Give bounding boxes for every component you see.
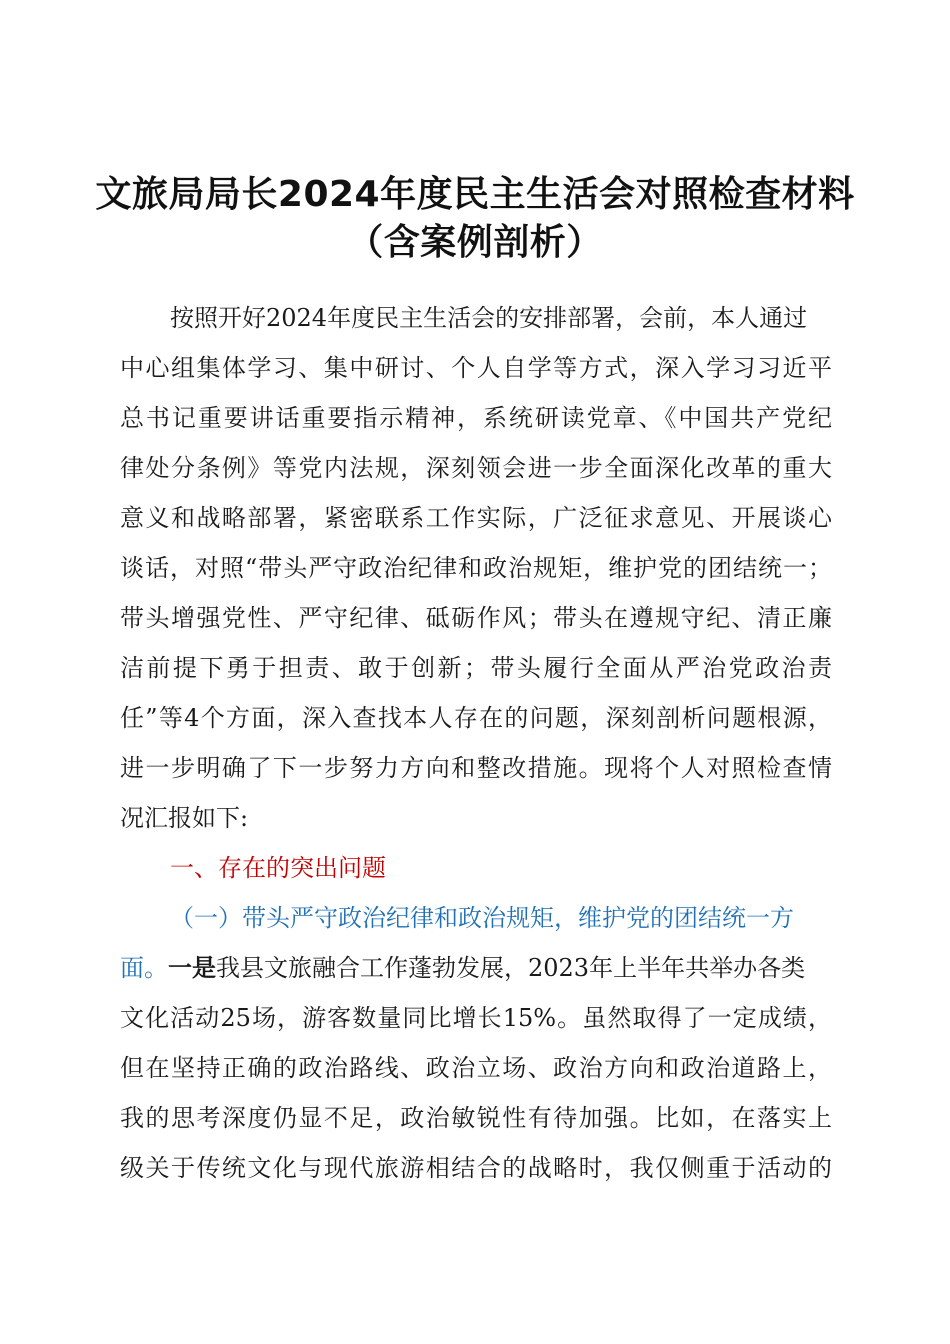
intro-line: 洁前提下勇于担责、敢于创新；带头履行全面从严治党政治责 xyxy=(120,654,832,682)
document-body xyxy=(120,293,832,1193)
intro-line: 带头增强党性、严守纪律、砥砺作风；带头在遵规守纪、清正廉 xyxy=(120,604,832,632)
document-title: 文旅局局长2024年度民主生活会对照检查材料 xyxy=(95,174,855,215)
intro-line: 进一步明确了下一步努力方向和整改措施。现将个人对照检查情 xyxy=(120,754,832,782)
point-marker: 一是 xyxy=(168,954,216,982)
intro-line: 总书记重要讲话重要指示精神，系统研读党章、《中国共产党纪 xyxy=(120,404,832,432)
intro-line: 按照开好2024年度民主生活会的安排部署，会前，本人通过 xyxy=(170,304,808,332)
body-line: 但在坚持正确的政治路线、政治立场、政治方向和政治道路上， xyxy=(120,1054,832,1082)
subsection-line xyxy=(120,943,832,993)
intro-line: 谈话，对照“带头严守政治纪律和政治规矩，维护党的团结统一； xyxy=(120,554,832,582)
subsection-heading-end: 面。 xyxy=(120,954,168,982)
intro-line: 中心组集体学习、集中研讨、个人自学等方式，深入学习习近平 xyxy=(120,354,832,382)
point-text: 我县文旅融合工作蓬勃发展，2023年上半年共举办各类 xyxy=(216,954,806,982)
body-line: 我的思考深度仍显不足，政治敏锐性有待加强。比如，在落实上 xyxy=(120,1104,832,1132)
intro-line: 律处分条例》等党内法规，深刻领会进一步全面深化改革的重大 xyxy=(120,454,832,482)
document-subtitle: （含案例剖析） xyxy=(347,222,603,263)
section-heading: 一、存在的突出问题 xyxy=(170,854,386,882)
body-line: 文化活动25场，游客数量同比增长15%。虽然取得了一定成绩， xyxy=(120,1004,832,1032)
intro-line: 况汇报如下: xyxy=(120,804,249,832)
intro-line: 意义和战略部署，紧密联系工作实际，广泛征求意见、开展谈心 xyxy=(120,504,832,532)
body-line: 级关于传统文化与现代旅游相结合的战略时，我仅侧重于活动的 xyxy=(120,1154,832,1182)
subsection-heading: （一）带头严守政治纪律和政治规矩，维护党的团结统一方 xyxy=(170,904,794,932)
intro-line: 任”等4个方面，深入查找本人存在的问题，深刻剖析问题根源， xyxy=(120,704,832,732)
